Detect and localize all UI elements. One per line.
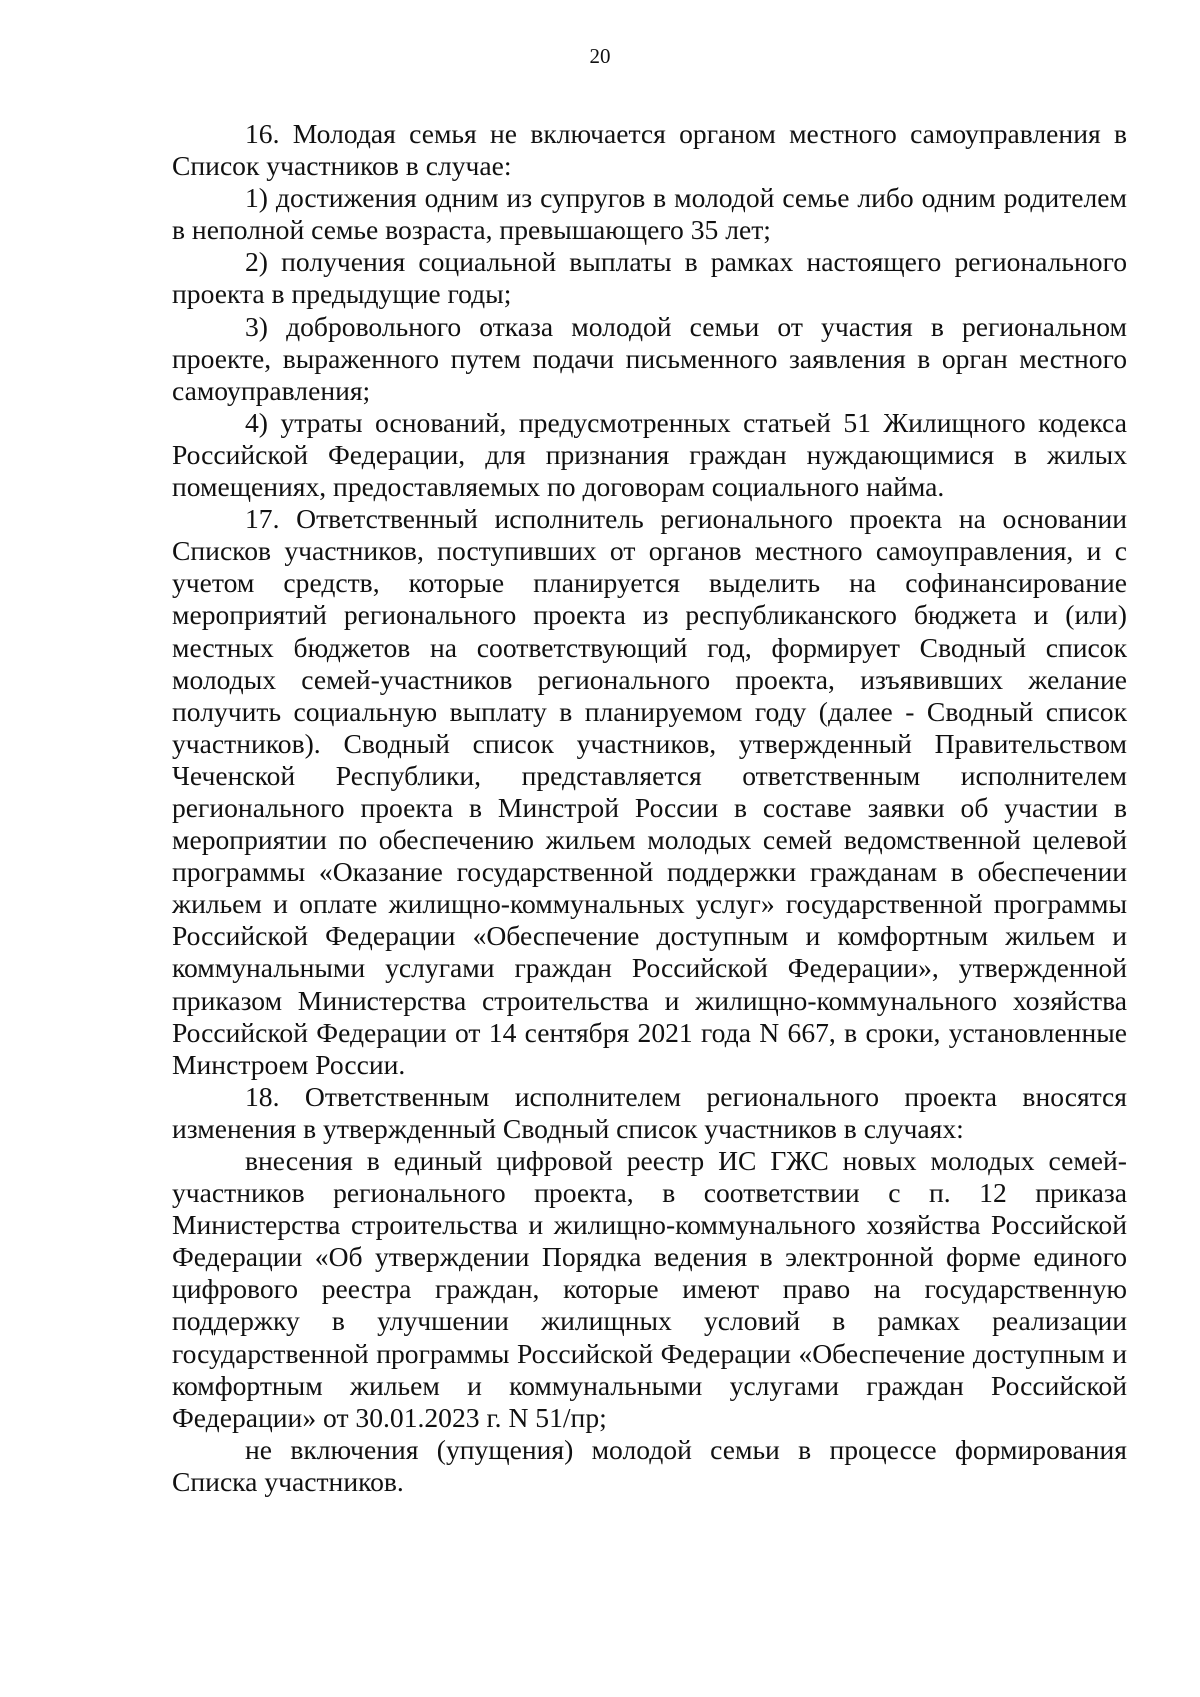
paragraph-16-item-4: 4) утраты оснований, предусмотренных статьей 51 Жилищного кодекса Российской Федерации, для признания граждан нуждающимися в жилых помещениях, предоставляемых по договорам социального найма.: [172, 406, 1127, 503]
paragraph-16: 16. Молодая семья не включается органом местного самоуправления в Список участников в случае:: [172, 118, 1127, 182]
page-number: 20: [589, 44, 611, 68]
paragraph-18-case-2: не включения (упущения) молодой семьи в процессе формирования Списка участников.: [172, 1433, 1127, 1497]
paragraph-18-case-1: внесения в единый цифровой реестр ИС ГЖС новых молодых семей-участников регионального проекта, в соответствии с п. 12 приказа Министерства строительства и жилищно-коммунального хозяйства Российской Федерации «Об утверждении Порядка ведения в электронной форме единого цифрового реестра граждан, которые имеют право на государственную поддержку в улучшении жилищных условий в рамках реализации государственной программы Российской Федерации «Обеспечение доступным и комфортным жильем и коммунальными услугами граждан Российской Федерации» от 30.01.2023 г. N 51/пр;: [172, 1145, 1127, 1433]
paragraph-16-item-3: 3) добровольного отказа молодой семьи от участия в региональном проекте, выраженного путем подачи письменного заявления в орган местного самоуправления;: [172, 310, 1127, 406]
document-body: [172, 118, 1127, 1498]
paragraph-17: 17. Ответственный исполнитель регионального проекта на основании Списков участников, поступивших от органов местного самоуправления, и с учетом средств, которые планируется выделить на софинансирование мероприятий регионального проекта из республиканского бюджета и (или) местных бюджетов на соответствующий год, формирует Сводный список молодых семей-участников регионального проекта, изъявивших желание получить социальную выплату в планируемом году (далее - Сводный список участников). Сводный список участников, утвержденный Правительством Чеченской Республики, представляется ответственным исполнителем регионального проекта в Минстрой России в составе заявки об участии в мероприятии по обеспечению жильем молодых семей ведомственной целевой программы «Оказание государственной поддержки гражданам в обеспечении жильем и оплате жилищно-коммунальных услуг» государственной программы Российской Федерации «Обеспечение доступным и комфортным жильем и коммунальными услугами граждан Российской Федерации», утвержденной приказом Министерства строительства и жилищно-коммунального хозяйства Российской Федерации от 14 сентября 2021 года N 667, в сроки, установленные Минстроем России.: [172, 503, 1127, 1080]
paragraph-16-item-2: 2) получения социальной выплаты в рамках настоящего регионального проекта в предыдущие годы;: [172, 246, 1127, 310]
paragraph-16-item-1: 1) достижения одним из супругов в молодой семье либо одним родителем в неполной семье возраста, превышающего 35 лет;: [172, 182, 1127, 246]
paragraph-18: 18. Ответственным исполнителем регионального проекта вносятся изменения в утвержденный Сводный список участников в случаях:: [172, 1080, 1127, 1144]
